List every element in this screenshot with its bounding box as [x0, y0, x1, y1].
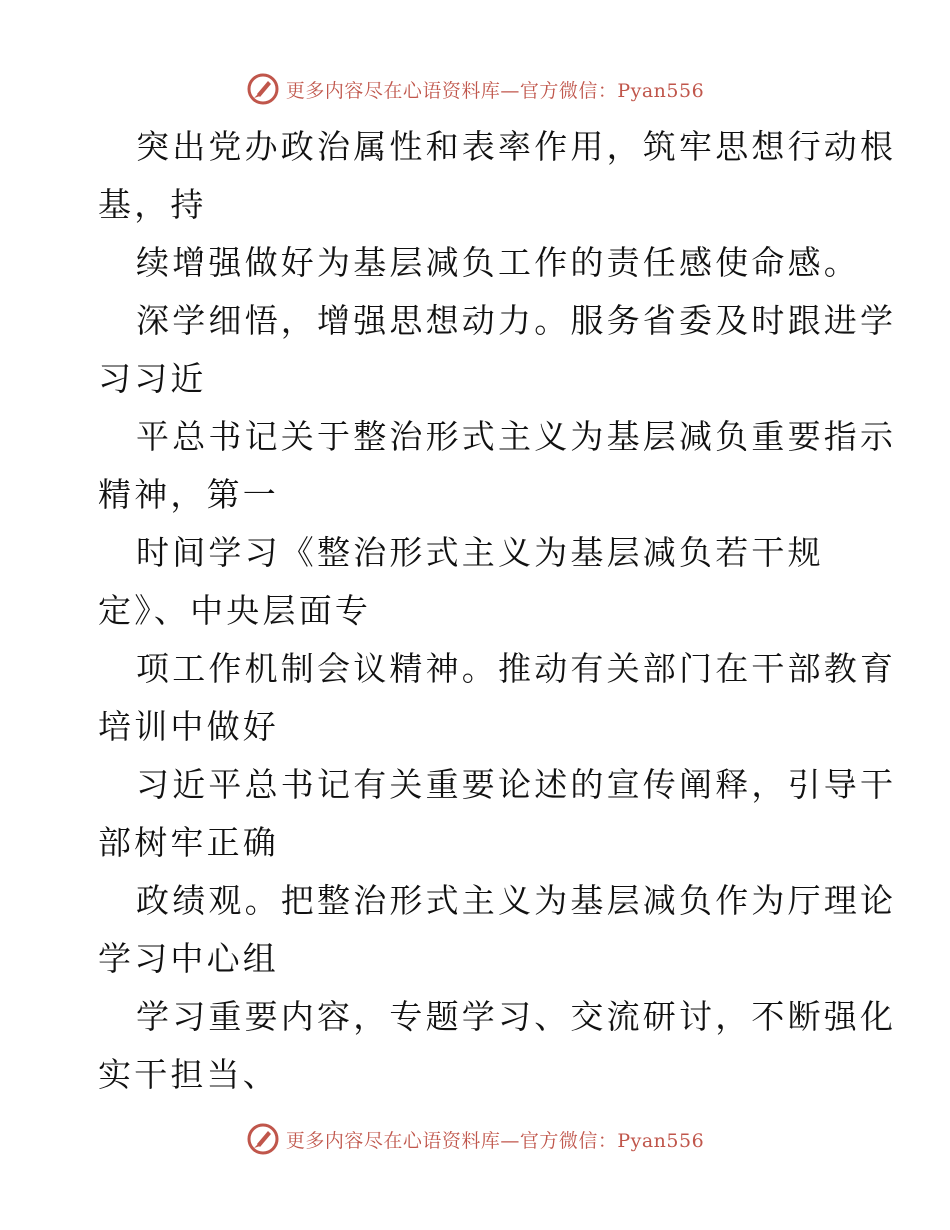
- header-watermark: [0, 72, 950, 106]
- seal-logo-icon: [246, 72, 280, 106]
- text-line: 突出党办政治属性和表率作用，筑牢思想行动根: [136, 127, 897, 166]
- watermark-text: 更多内容尽在心语资料库—官方微信：Pyan556: [285, 1129, 705, 1152]
- text-line: 政绩观。把整治形式主义为基层减负作为厅理论: [136, 881, 897, 920]
- text-line: 习习近: [98, 359, 207, 398]
- footer-watermark: [0, 1122, 950, 1156]
- text-line: 实干担当、: [98, 1055, 279, 1094]
- text-line: 学习重要内容，专题学习、交流研讨，不断强化: [136, 997, 897, 1036]
- text-line: 培训中做好: [98, 707, 279, 746]
- text-line: 部树牢正确: [98, 823, 279, 862]
- text-line: 项工作机制会议精神。推动有关部门在干部教育: [136, 649, 897, 688]
- text-line: 深学细悟，增强思想动力。服务省委及时跟进学: [136, 301, 897, 340]
- text-line: 平总书记关于整治形式主义为基层减负重要指示: [136, 417, 897, 456]
- text-line: 定》、中央层面专: [98, 591, 372, 630]
- watermark-text: 更多内容尽在心语资料库—官方微信：Pyan556: [285, 79, 705, 102]
- text-line: 精神，第一: [98, 475, 279, 514]
- text-line: 基，持: [98, 185, 207, 224]
- text-line: 续增强做好为基层减负工作的责任感使命感。: [136, 243, 860, 282]
- text-line: 时间学习《整治形式主义为基层减负若干规: [136, 533, 824, 572]
- document-body: [98, 118, 897, 1104]
- text-line: 学习中心组: [98, 939, 279, 978]
- text-line: 习近平总书记有关重要论述的宣传阐释，引导干: [136, 765, 897, 804]
- seal-logo-icon: [246, 1122, 280, 1156]
